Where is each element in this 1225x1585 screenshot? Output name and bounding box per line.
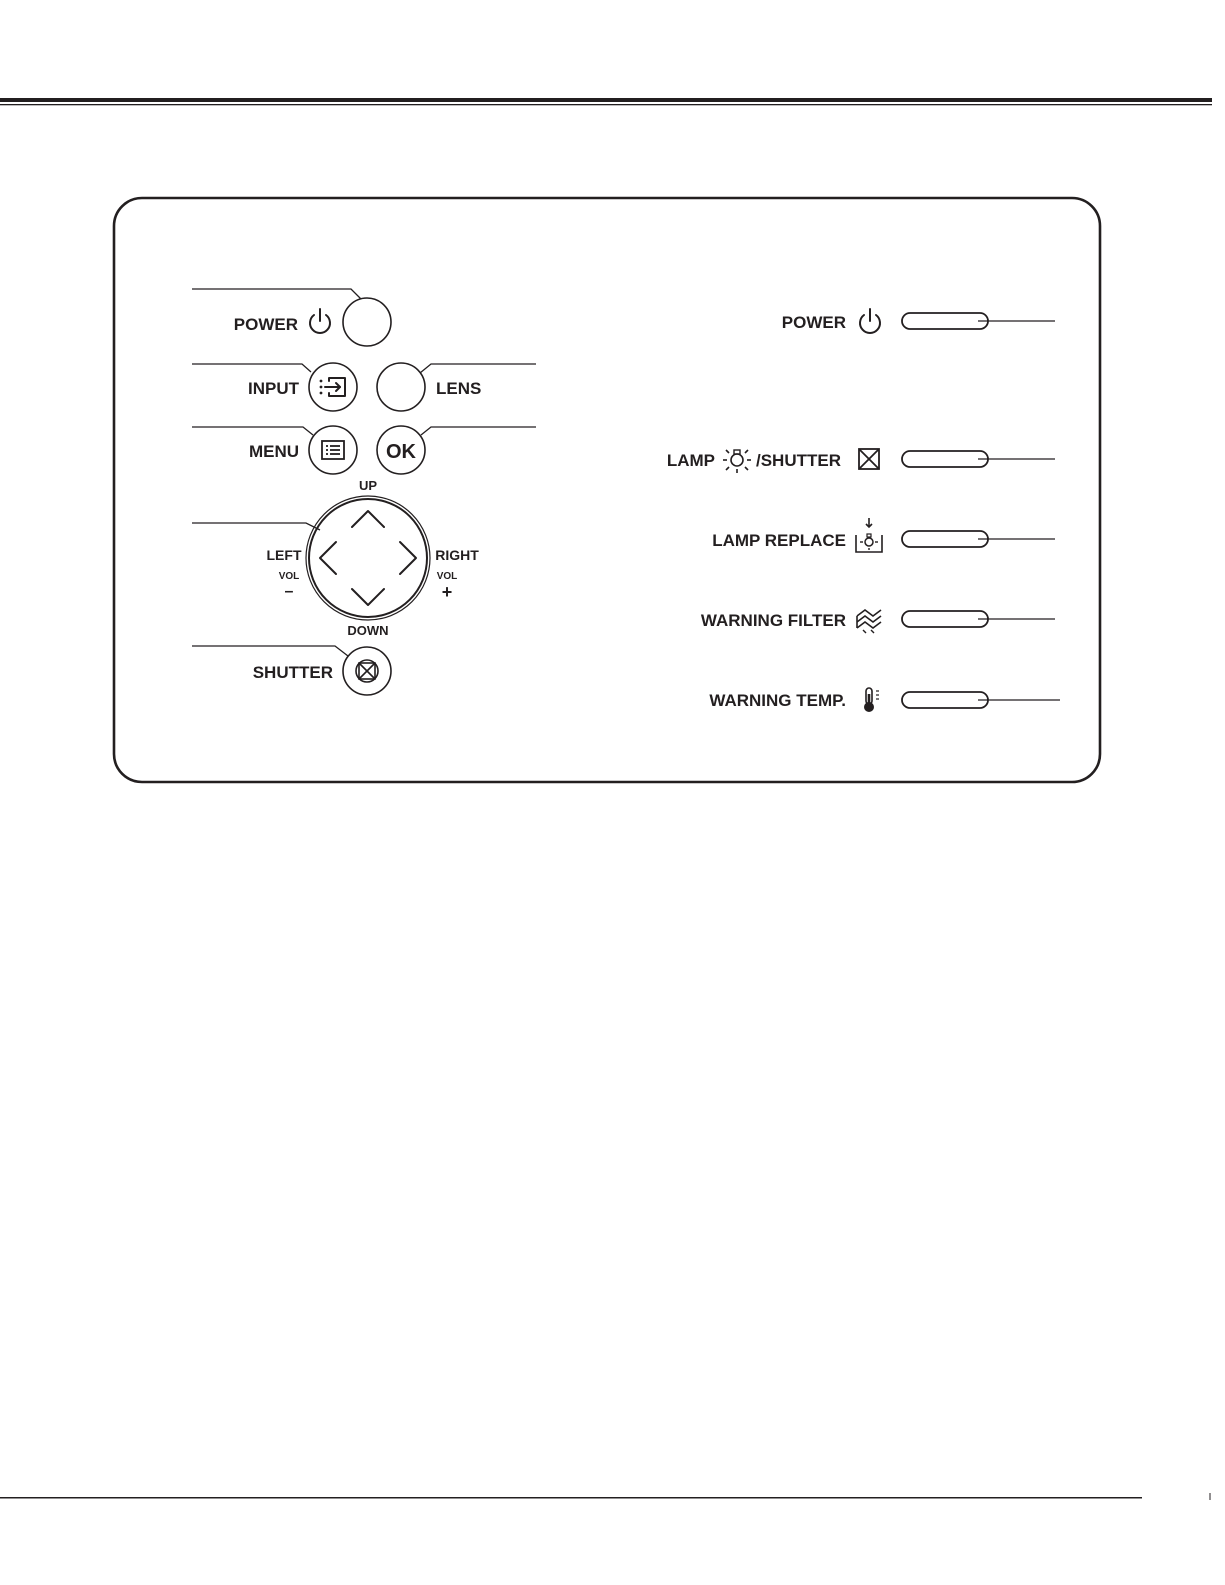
shutter-indicator-label: /SHUTTER	[756, 451, 841, 470]
ok-button[interactable]	[377, 426, 425, 474]
power-icon	[310, 309, 330, 333]
filter-icon	[857, 610, 881, 633]
shutter-indicator-icon	[859, 449, 879, 469]
warning-temp-indicator-label: WARNING TEMP.	[709, 691, 846, 710]
vol-plus-label: +	[441, 582, 453, 602]
vol-minus-label: –	[284, 583, 294, 600]
thermometer-icon	[864, 688, 879, 712]
shutter-icon	[356, 660, 378, 682]
warning-filter-indicator-lamp	[902, 611, 988, 627]
menu-button-label: MENU	[248, 442, 299, 461]
power-indicator-icon	[860, 309, 880, 333]
lamp-shutter-indicator-lamp	[902, 451, 988, 467]
right-label: RIGHT	[435, 547, 479, 563]
lens-button-label: LENS	[436, 379, 482, 398]
down-button[interactable]	[352, 589, 384, 605]
up-label: UP	[358, 478, 378, 493]
lamp-replace-indicator-lamp	[902, 531, 988, 547]
up-button[interactable]	[352, 511, 384, 527]
lens-button[interactable]	[377, 363, 425, 411]
left-label: LEFT	[266, 547, 302, 563]
direction-pad	[306, 496, 430, 620]
vol-right-label: VOL	[436, 571, 458, 582]
header-rule-thick	[0, 98, 1212, 102]
warning-filter-indicator-label: WARNING FILTER	[700, 611, 846, 630]
right-button[interactable]	[400, 542, 416, 574]
left-button[interactable]	[320, 542, 336, 574]
header-rule-thin	[0, 104, 1212, 105]
lamp-replace-indicator-label: LAMP REPLACE	[712, 531, 846, 550]
ok-button-label: OK	[386, 441, 416, 463]
power-button-label: POWER	[233, 315, 298, 334]
input-button[interactable]	[309, 363, 357, 411]
power-indicator-lamp	[902, 313, 988, 329]
warning-temp-indicator-lamp	[902, 692, 988, 708]
menu-button[interactable]	[309, 426, 357, 474]
footer-rule	[0, 1497, 1142, 1499]
power-indicator-label: POWER	[781, 313, 846, 332]
shutter-button[interactable]	[343, 647, 391, 695]
shutter-button-label: SHUTTER	[252, 663, 333, 682]
lamp-indicator-label: LAMP	[666, 451, 715, 470]
lamp-replace-icon	[856, 518, 882, 552]
input-button-label: INPUT	[248, 379, 299, 398]
vol-left-label: VOL	[278, 571, 300, 582]
down-label: DOWN	[347, 623, 389, 638]
lamp-icon	[723, 450, 751, 473]
power-button[interactable]	[343, 298, 391, 346]
